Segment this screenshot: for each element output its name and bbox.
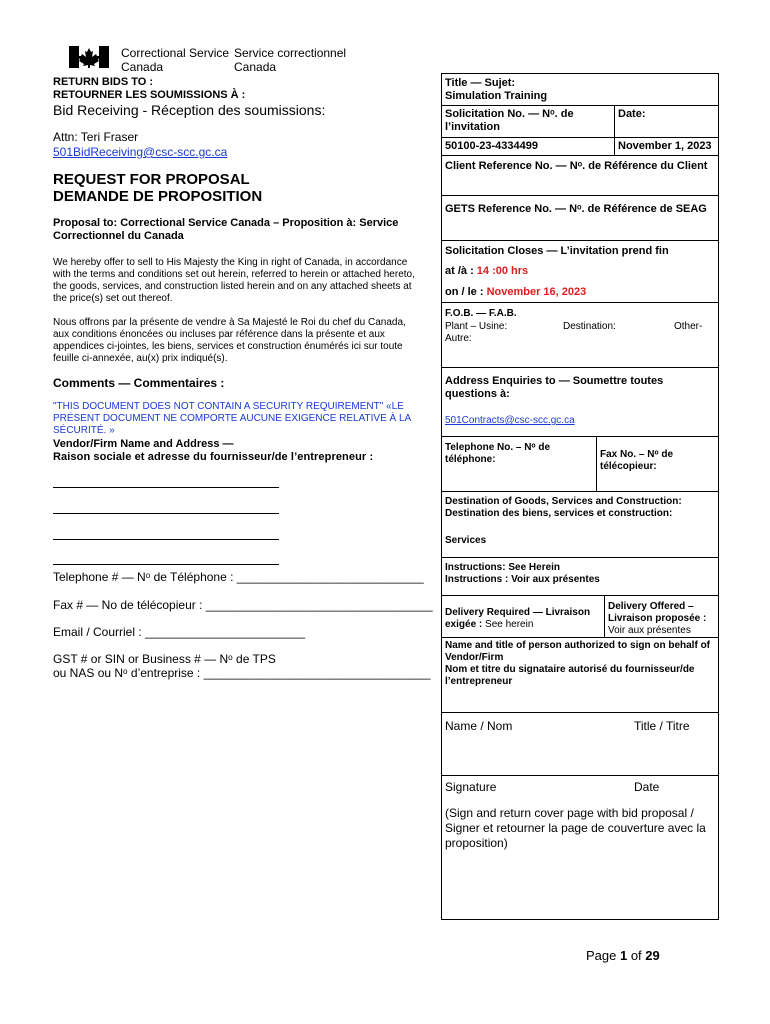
- document-title: [53, 171, 262, 205]
- fob-label: F.O.B. — F.A.B.: [445, 308, 517, 319]
- gst-label-line2: ou NAS ou Nᵒ d’entreprise : __________________________________: [53, 666, 431, 680]
- page-prefix: Page: [586, 948, 620, 963]
- delivery-required-label: Delivery Required — Livraison: [445, 607, 591, 618]
- right-panel-bottom-border: [441, 919, 719, 920]
- divider-name-title: [441, 775, 719, 776]
- divider-closes: [441, 302, 719, 303]
- vendor-label-fr: Raison sociale et adresse du fournisseur/de l’entrepreneur :: [53, 451, 374, 463]
- divider-gets-ref: [441, 240, 719, 241]
- title-value: Simulation Training: [445, 90, 548, 102]
- vendor-address-line-4[interactable]: [53, 564, 279, 565]
- solicitation-label-line1: Solicitation No. — Nᵒ. de: [445, 108, 574, 120]
- solicitation-label-line2: l’invitation: [445, 121, 500, 133]
- maple-leaf-icon: [69, 46, 109, 68]
- fob-other-label: Autre:: [445, 333, 472, 344]
- divider-fax-col: [596, 436, 597, 492]
- closing-time-label: at /à :: [445, 265, 477, 277]
- telephone-field[interactable]: Telephone # — Nᵒ de Téléphone : ____________________________: [53, 570, 424, 584]
- address-enquiries: [445, 375, 663, 401]
- divider-delivery-col: [604, 595, 605, 638]
- date-field-label[interactable]: Date: [634, 780, 660, 794]
- instructions-fr: Instructions : Voir aux présentes: [445, 574, 600, 585]
- destination-services: Services: [445, 535, 487, 546]
- vendor-address-line-1[interactable]: [53, 487, 279, 488]
- divider-destination: [441, 557, 719, 558]
- security-notice: "THIS DOCUMENT DOES NOT CONTAIN A SECURITY REQUIREMENT" «LE PRÉSENT DOCUMENT NE COMPORTE AUCUNE EXIGENCE RELATIVE À LA SÉCURITÉ. »: [53, 401, 411, 436]
- delivery-required-value: See herein: [485, 619, 534, 630]
- closing-time: [445, 265, 528, 278]
- authorized-label-line4: l’entrepreneur: [445, 676, 513, 687]
- divider-date-col: [614, 105, 615, 156]
- client-reference: Client Reference No. — Nᵒ. de Référence du Client: [445, 160, 708, 172]
- vendor-label-en: Vendor/Firm Name and Address —: [53, 438, 234, 450]
- dept-name-en: [121, 46, 229, 74]
- dept-name-en-line2: Canada: [121, 60, 164, 74]
- dept-name-fr: [234, 46, 346, 74]
- divider-client-ref: [441, 195, 719, 196]
- instructions-en: Instructions: See Herein: [445, 562, 561, 573]
- delivery-offered-label-en: Delivery Offered –: [608, 601, 694, 612]
- delivery-offered-value: Voir aux présentes: [608, 625, 691, 636]
- dept-name-fr-line2: Canada: [234, 60, 277, 74]
- instructions: [445, 562, 600, 586]
- fax-field[interactable]: Fax # — No de télécopieur : __________________________________: [53, 598, 433, 612]
- date-label: Date:: [618, 108, 646, 120]
- document-title-fr: DEMANDE DE PROPOSITION: [53, 188, 263, 205]
- divider-fob: [441, 367, 719, 368]
- return-bids-fr: RETOURNER LES SOUMISSIONS À :: [53, 89, 246, 101]
- fax-label-line1: Fax No. – Nᵒ de: [600, 449, 674, 460]
- solicitation-number: 50100-23-4334499: [445, 140, 538, 152]
- offer-text-fr: Nous offrons par la présente de vendre à Sa Majesté le Roi du chef du Canada, aux conditions énoncées ou incluses par référence dans la présente et aux appendices ci-jointes, les biens, services et construction énumérés ici sur toute feuille ci-annexée, au(x) prix indiqué(s).: [53, 317, 406, 364]
- divider-title: [441, 105, 719, 106]
- divider-instructions: [441, 595, 719, 596]
- dept-name-en-line1: Correctional Service: [121, 46, 230, 60]
- destination-label-en: Destination of Goods, Services and Construction:: [445, 496, 682, 507]
- page-current: 1: [619, 948, 628, 963]
- telephone-label-line1: Telephone No. – Nᵒ de: [445, 442, 551, 453]
- delivery-required: [445, 607, 590, 631]
- fob-plant-label: Plant – Usine:: [445, 321, 508, 332]
- delivery-offered: [608, 601, 706, 637]
- gst-label-line1: GST # or SIN or Business # — Nᵒ de TPS: [53, 652, 276, 666]
- title-block: [445, 77, 547, 103]
- vendor-address-line-3[interactable]: [53, 539, 279, 540]
- fob-plant: [445, 321, 507, 345]
- closing-time-value: 14 :00 hrs: [476, 265, 529, 277]
- vendor-address-line-2[interactable]: [53, 513, 279, 514]
- return-bids-en: RETURN BIDS TO :: [53, 76, 154, 88]
- proposal-to: [53, 217, 423, 243]
- gets-reference: GETS Reference No. — Nᵒ. de Référence de SEAG: [445, 203, 707, 215]
- solicitation-closes: Solicitation Closes — L’invitation prend fin: [445, 245, 669, 257]
- authorized-label-line1: Name and title of person authorized to sign on behalf of: [445, 640, 711, 651]
- address-enquiries-line2: questions à:: [445, 388, 510, 400]
- authorized-label-line3: Nom et titre du signataire autorisé du fournisseur/de: [445, 664, 695, 675]
- closing-date-value: November 16, 2023: [486, 286, 587, 298]
- offer-text-en: We hereby offer to sell to His Majesty the King in right of Canada, in accordance with the terms and conditions set out herein, referred to herein or attached hereto, the goods, services, and construction listed herein and on any attached sheets at the price(s) set out thereof.: [53, 257, 415, 304]
- destination-label-fr: Destination des biens, services et construction:: [445, 508, 673, 519]
- email-field[interactable]: Email / Courriel : ________________________: [53, 625, 306, 639]
- bid-receiving: Bid Receiving - Réception des soumissions:: [53, 102, 326, 118]
- closing-date-label: on / le :: [445, 286, 487, 298]
- authorized-signatory-label: [445, 640, 710, 688]
- address-enquiries-line1: Address Enquiries to — Soumettre toutes: [445, 375, 664, 387]
- title-field-label[interactable]: Title / Titre: [634, 719, 690, 733]
- telephone-label: [445, 442, 550, 466]
- name-field-label[interactable]: Name / Nom: [445, 719, 513, 733]
- divider-authorized: [441, 712, 719, 713]
- telephone-label-line2: téléphone:: [445, 454, 496, 465]
- divider-enquiries: [441, 436, 719, 437]
- document-title-en: REQUEST FOR PROPOSAL: [53, 171, 250, 188]
- divider-solicitation: [441, 137, 719, 138]
- destination-label: [445, 496, 682, 520]
- canada-flag-logo: [69, 46, 109, 68]
- gst-field[interactable]: [53, 652, 431, 680]
- title-label: Title — Sujet:: [445, 77, 516, 89]
- right-panel-top-border: [441, 73, 719, 74]
- sign-return-instructions: (Sign and return cover page with bid proposal / Signer et retourner la page de couverture avec la proposition): [445, 806, 706, 850]
- bid-receiving-email-link[interactable]: 501BidReceiving@csc-scc.gc.ca: [53, 145, 228, 159]
- closing-date: [445, 286, 586, 299]
- fob-other: Other-: [674, 321, 703, 332]
- authorized-label-line2: Vendor/Firm: [445, 652, 504, 663]
- fax-label-line2: télécopieur:: [600, 461, 657, 472]
- page-number: [586, 949, 660, 963]
- fax-label: [600, 449, 673, 473]
- page-total: 29: [645, 948, 660, 963]
- delivery-required-label-fr: exigée :: [445, 619, 486, 630]
- fob-destination: Destination:: [563, 321, 616, 332]
- signature-field-label[interactable]: Signature: [445, 780, 497, 794]
- proposal-to-line2: Correctionnel du Canada: [53, 230, 184, 242]
- comments-label: Comments — Commentaires :: [53, 376, 225, 390]
- delivery-offered-label-fr: Livraison proposée :: [608, 613, 707, 624]
- vendor-label: [53, 438, 373, 464]
- right-panel-left-border: [441, 73, 442, 920]
- contracts-email-link[interactable]: 501Contracts@csc-scc.gc.ca: [445, 415, 575, 426]
- page-of: of: [627, 948, 646, 963]
- divider-tel-fax: [441, 491, 719, 492]
- proposal-to-line1: Proposal to: Correctional Service Canada – Proposition à: Service: [53, 217, 399, 229]
- return-bids: [53, 76, 245, 102]
- solicitation-date: November 1, 2023: [618, 140, 712, 152]
- divider-solicitation-no: [441, 155, 719, 156]
- solicitation-label: [445, 108, 574, 134]
- right-panel-right-border: [718, 73, 719, 920]
- attn-name: Attn: Teri Fraser: [53, 130, 139, 144]
- dept-name-fr-line1: Service correctionnel: [234, 46, 347, 60]
- divider-delivery: [441, 637, 719, 638]
